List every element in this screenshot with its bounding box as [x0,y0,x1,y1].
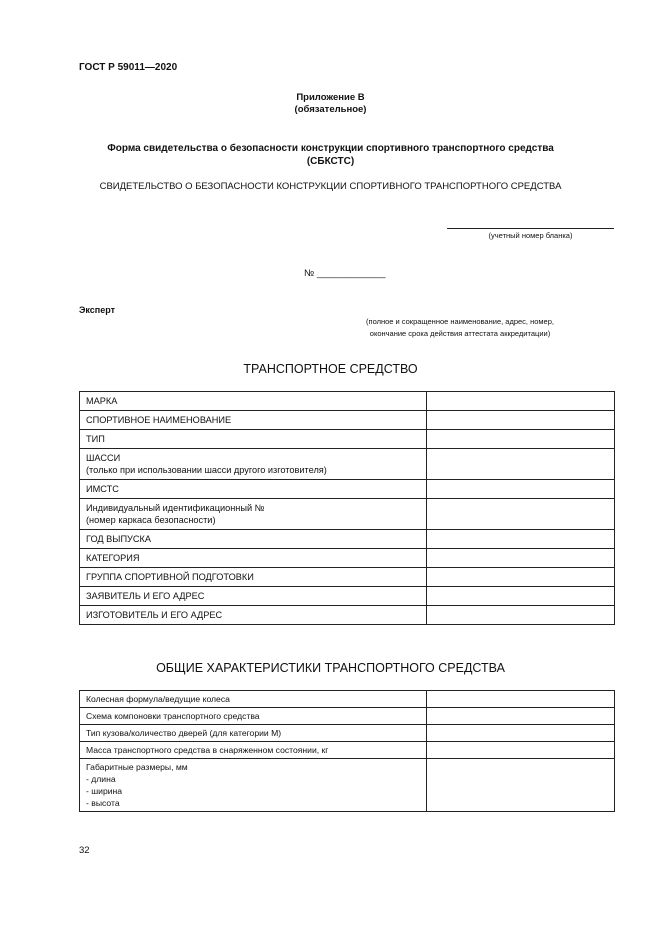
row-label-line: - ширина [86,786,123,796]
row-label-line: ГОД ВЫПУСКА [86,534,151,544]
expert-caption-line1: (полное и сокращенное наименование, адрес, номер, [366,317,554,326]
row-label-line: МАРКА [86,396,118,406]
form-title-line1: Форма свидетельства о безопасности конструкции спортивного транспортного средства [107,143,554,154]
row-value-cell[interactable] [427,606,615,625]
row-label [80,725,427,742]
characteristics-table [79,690,615,812]
row-label [80,449,427,480]
row-label [80,499,427,530]
row-label [80,587,427,606]
table-row [80,725,615,742]
table-row [80,530,615,549]
row-label-line: Схема компоновки транспортного средства [86,711,260,721]
row-label-line: ГРУППА СПОРТИВНОЙ ПОДГОТОВКИ [86,572,254,582]
table-row [80,587,615,606]
row-label-line: ИЗГОТОВИТЕЛЬ И ЕГО АДРЕС [86,610,223,620]
row-value-cell[interactable] [427,742,615,759]
blank-number-caption: (учетный номер бланка) [488,231,573,240]
table-row [80,480,615,499]
row-value-cell[interactable] [427,568,615,587]
vehicle-section-title: ТРАНСПОРТНОЕ СРЕДСТВО [243,362,418,376]
row-label-line: ЗАЯВИТЕЛЬ И ЕГО АДРЕС [86,591,205,601]
row-label-line: Колесная формула/ведущие колеса [86,694,230,704]
row-value-cell[interactable] [427,725,615,742]
table-row [80,606,615,625]
certificate-title: СВИДЕТЕЛЬСТВО О БЕЗОПАСНОСТИ КОНСТРУКЦИИ СПОРТИВНОГО ТРАНСПОРТНОГО СРЕДСТВА [99,181,562,192]
row-label-line: ШАССИ [86,453,121,463]
characteristics-section-title: ОБЩИЕ ХАРАКТЕРИСТИКИ ТРАНСПОРТНОГО СРЕДСТВА [156,661,505,675]
row-label [80,411,427,430]
expert-caption-line2: окончание срока действия аттестата аккредитации) [369,329,551,338]
row-label [80,549,427,568]
number-field: № _____________ [304,268,386,279]
table-row [80,759,615,812]
row-label-line: ИМСТС [86,484,119,494]
appendix-title: Приложение В [296,92,365,103]
vehicle-table [79,391,615,625]
table-row [80,691,615,708]
table-row [80,568,615,587]
row-label [80,392,427,411]
row-label-line: ТИП [86,434,105,444]
table-row [80,411,615,430]
row-label [80,708,427,725]
row-label-line: - высота [86,798,120,808]
row-value-cell[interactable] [427,499,615,530]
row-label-line: КАТЕГОРИЯ [86,553,140,563]
row-label [80,759,427,812]
row-label [80,742,427,759]
standard-header: ГОСТ Р 59011—2020 [79,62,178,73]
table-row [80,449,615,480]
row-value-cell[interactable] [427,430,615,449]
table-row [80,708,615,725]
appendix-status: (обязательное) [294,104,367,115]
form-title-line2: (СБКСТС) [306,156,355,167]
table-row [80,742,615,759]
row-label-line: - длина [86,774,116,784]
row-label [80,480,427,499]
row-value-cell[interactable] [427,587,615,606]
row-label-line: (только при использовании шасси другого изготовителя) [86,465,327,475]
row-value-cell[interactable] [427,449,615,480]
row-label-line: Масса транспортного средства в снаряженном состоянии, кг [86,745,329,755]
table-row [80,392,615,411]
blank-number-line [447,228,614,229]
table-row [80,499,615,530]
table-row [80,430,615,449]
row-value-cell[interactable] [427,759,615,812]
table-row [80,549,615,568]
row-value-cell[interactable] [427,392,615,411]
row-label [80,568,427,587]
row-value-cell[interactable] [427,549,615,568]
row-label [80,430,427,449]
row-label-line: Тип кузова/количество дверей (для категории М) [86,728,282,738]
row-value-cell[interactable] [427,691,615,708]
row-label-line: (номер каркаса безопасности) [86,515,216,525]
row-value-cell[interactable] [427,411,615,430]
row-value-cell[interactable] [427,480,615,499]
row-label-line: Габаритные размеры, мм [86,762,188,772]
row-value-cell[interactable] [427,708,615,725]
row-value-cell[interactable] [427,530,615,549]
row-label [80,606,427,625]
row-label [80,691,427,708]
row-label-line: СПОРТИВНОЕ НАИМЕНОВАНИЕ [86,415,232,425]
page-number: 32 [79,845,90,856]
row-label [80,530,427,549]
row-label-line: Индивидуальный идентификационный № [86,503,265,513]
expert-label: Эксперт [79,305,116,315]
